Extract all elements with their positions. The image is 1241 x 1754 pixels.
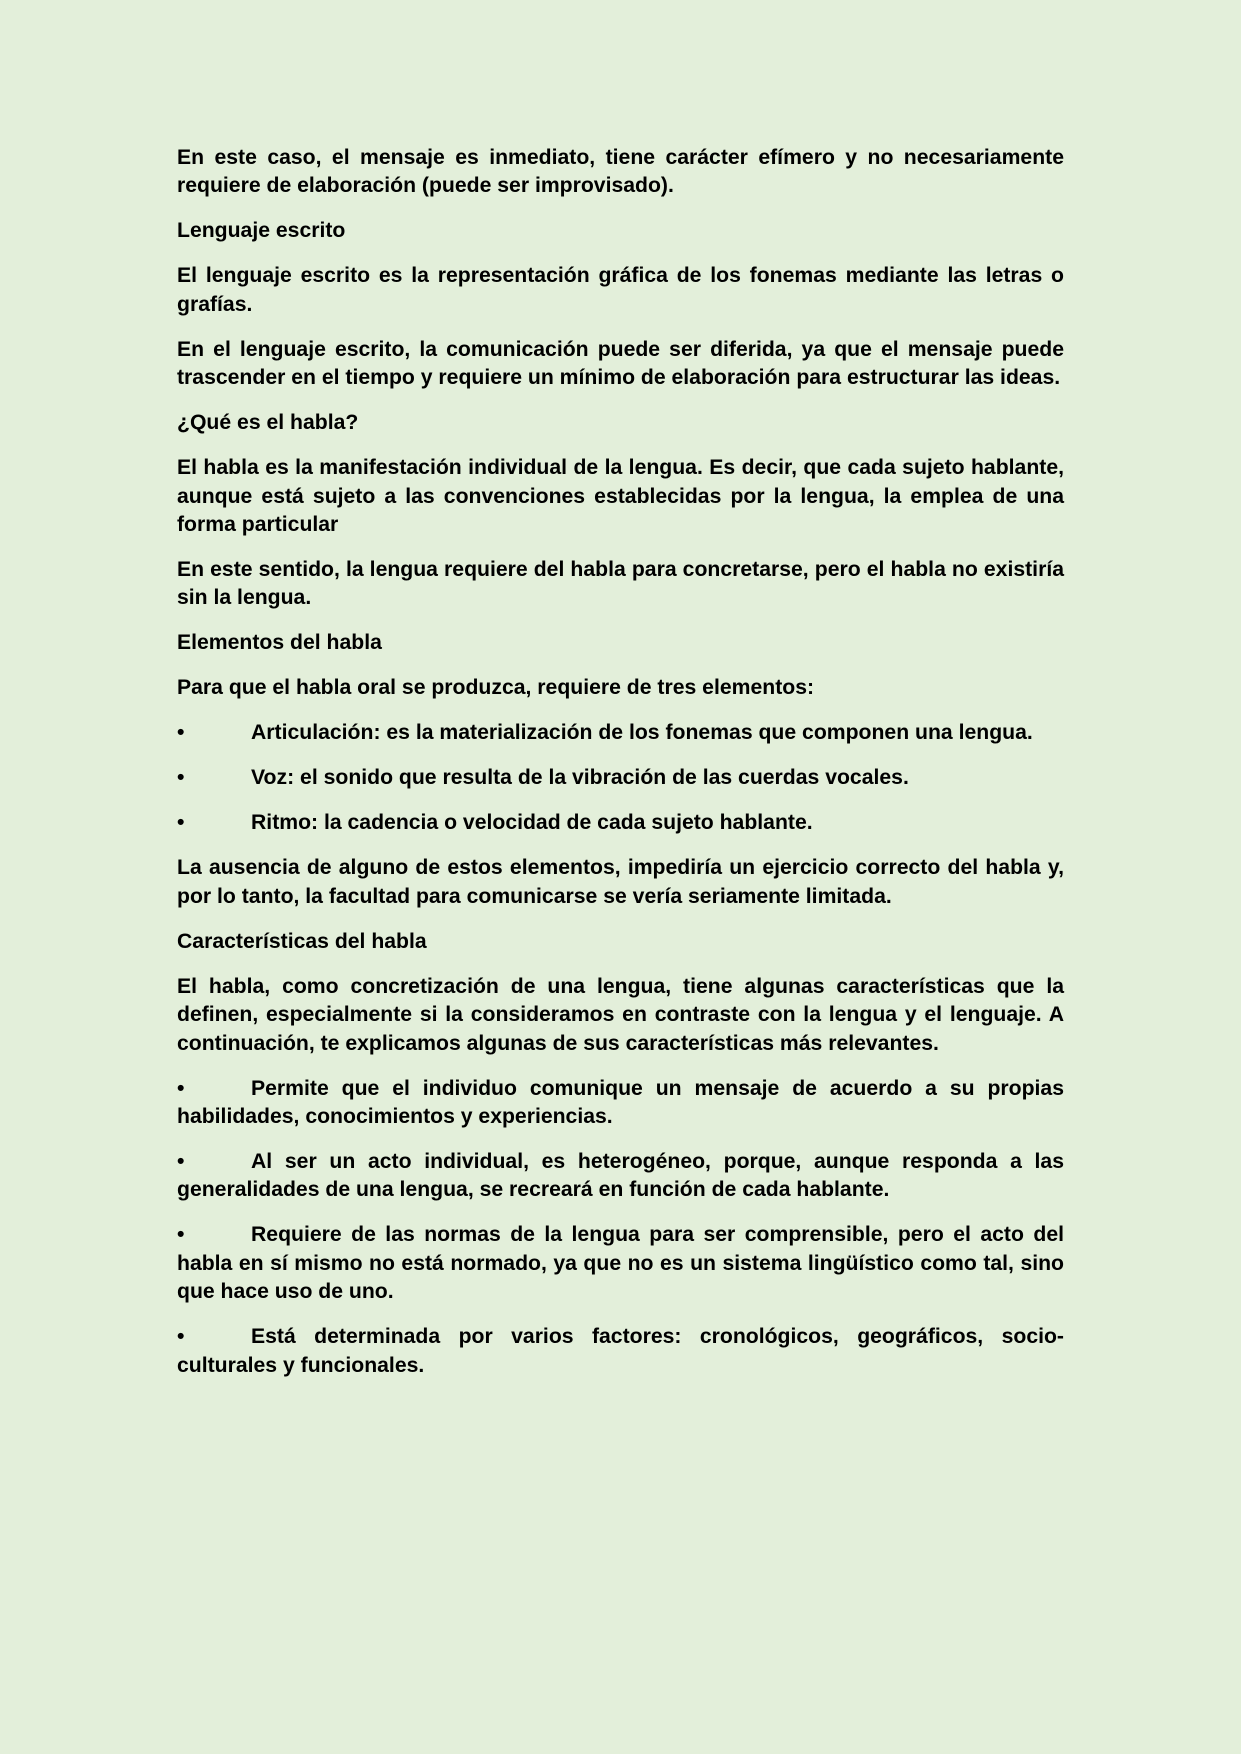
list-item	[177, 809, 1064, 837]
list-item-text: Al ser un acto individual, es heterogéneo, porque, aunque responda a las generalidades de una lengua, se recreará en función de cada hablante.	[177, 1150, 1064, 1202]
list-item-text: Articulación: es la materialización de los fonemas que componen una lengua.	[251, 721, 1033, 745]
bullet-icon: •	[177, 811, 185, 835]
paragraph-elements-intro: Para que el habla oral se produzca, requiere de tres elementos:	[177, 676, 815, 700]
bullet-icon: •	[177, 1076, 185, 1100]
list-item	[177, 764, 1064, 792]
paragraph-oral-message: En este caso, el mensaje es inmediato, tiene carácter efímero y no necesariamente requiere de elaboración (puede ser improvisado).	[177, 146, 1064, 198]
heading-que-es-el-habla: ¿Qué es el habla?	[177, 411, 359, 435]
paragraph-written-definition: El lenguaje escrito es la representación gráfica de los fonemas mediante las letras o grafías.	[177, 264, 1064, 316]
list-item-text: Está determinada por varios factores: cronológicos, geográficos, socio-culturales y funcionales.	[177, 1325, 1064, 1377]
bullet-icon: •	[177, 1325, 185, 1349]
list-item	[177, 1075, 1064, 1132]
heading-elementos-del-habla: Elementos del habla	[177, 631, 382, 655]
list-item	[177, 1148, 1064, 1205]
document-page	[177, 144, 1064, 1397]
bullet-icon: •	[177, 721, 185, 745]
paragraph-written-communication: En el lenguaje escrito, la comunicación puede ser diferida, ya que el mensaje puede trascender en el tiempo y requiere un mínimo de elaboración para estructurar las ideas.	[177, 337, 1064, 390]
heading-caracteristicas-del-habla: Características del habla	[177, 929, 427, 953]
list-item	[177, 1323, 1064, 1380]
list-item	[177, 1221, 1064, 1306]
paragraph-lengua-habla: En este sentido, la lengua requiere del habla para concretarse, pero el habla no existiría sin la lengua.	[177, 558, 1064, 610]
list-item-text: Requiere de las normas de la lengua para ser comprensible, pero el acto del habla en sí mismo no está normado, ya que no es un sistema lingüístico como tal, sino que hace uso de uno.	[177, 1223, 1064, 1304]
bullet-icon: •	[177, 1223, 185, 1247]
paragraph-absence-elements: La ausencia de alguno de estos elementos, impediría un ejercicio correcto del habla y, por lo tanto, la facultad para comunicarse se vería seriamente limitada.	[177, 856, 1064, 908]
paragraph-habla-definition: El habla es la manifestación individual de la lengua. Es decir, que cada sujeto hablante, aunque está sujeto a las convenciones establecidas por la lengua, la emplea de una forma particular	[177, 456, 1064, 537]
list-item-text: Ritmo: la cadencia o velocidad de cada sujeto hablante.	[251, 811, 813, 835]
list-item-text: Permite que el individuo comunique un mensaje de acuerdo a su propias habilidades, conocimientos y experiencias.	[177, 1076, 1064, 1129]
list-item	[177, 719, 1064, 747]
list-item-text: Voz: el sonido que resulta de la vibración de las cuerdas vocales.	[251, 766, 909, 790]
bullet-icon: •	[177, 1150, 185, 1174]
paragraph-characteristics-intro: El habla, como concretización de una lengua, tiene algunas características que la definen, especialmente si la consideramos en contraste con la lengua y el lenguaje. A continuación, te explicamos algunas de sus características más relevantes.	[177, 974, 1064, 1055]
heading-lenguaje-escrito: Lenguaje escrito	[177, 219, 346, 243]
bullet-icon: •	[177, 766, 185, 790]
